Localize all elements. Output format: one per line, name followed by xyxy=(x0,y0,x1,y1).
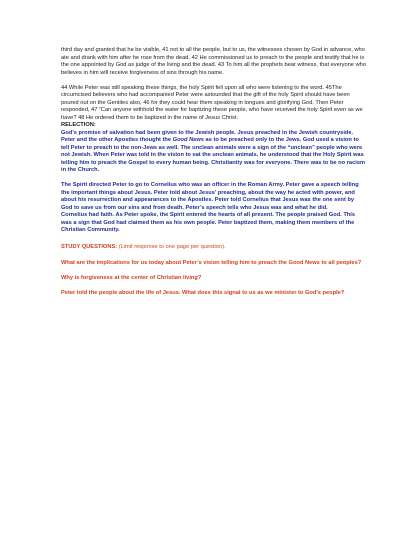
study-questions-heading xyxy=(61,244,366,252)
study-question-3: Peter told the people about the life of Jesus. What does this signal to us as we minister to God’s people? xyxy=(61,290,345,296)
scripture-paragraph-1: third day and granted that he be visible, 41 not to all the people, but to us, the witnesses chosen by God in advance, who ate and drank with him after he rose from the dead. 42 He commissioned us to preach to the people and testify that he is the one appointed by God as judge of the living and the dead. 43 To him all the prophets bear witness, that everyone who believes in him will receive forgiveness of sins through his name. xyxy=(61,47,367,76)
reflection-p1-emphasis: Good News xyxy=(172,137,204,143)
reflection-heading: RELECTION: xyxy=(61,122,96,128)
study-questions-title: STUDY QUESTIONS: xyxy=(61,243,118,250)
reflection-p1-text-a: God’s promise of salvation had been given to the Jewish people. Jesus preached in the Jewish countryside. Peter and the other Apostles thought the xyxy=(61,129,354,143)
document-page xyxy=(61,47,366,298)
scripture-paragraph-2: 44 While Peter was still speaking these things, the holy Spirit fell upon all who were listening to the word. 45The circumcised believers who had accompanied Peter were astounded that the gift of the holy Spirit should have been poured out on the Gentiles also, 46 for they could hear them speaking in tongues and glorifying God. Then Peter responded, 47 “Can anyone withhold the water for baptizing these people, who have received the holy Spirit even as we have? 48 He ordered them to be baptized in the name of Jesus Christ. xyxy=(61,84,363,121)
reflection-paragraph-2: The Spirit directed Peter to go to Cornelius who was an officer in the Roman Army. Peter gave a speech telling the important things about Jesus. Peter told about Jesus’ preaching, about the way he acted with power, and about his resurrection and appearances to the Apostles. Peter told Cornelius that Jesus was the one sent by God to save us from our sins and from death. Peter’s speech tells who Jesus was and what he did. xyxy=(61,182,359,211)
reflection-paragraph-3: Cornelius had faith. As Peter spoke, the Spirit entered the hearts of all present. The people praised God. This was a sign that God had claimed them as his own people. Peter baptized them, making them members of the Christian Community. xyxy=(61,212,356,233)
study-question-1: What are the implications for us today about Peter’s vision telling him to preach the Good News to all peoples? xyxy=(61,260,362,266)
study-questions-note: (Limit response to one page per question). xyxy=(117,243,226,250)
study-question-2: Why is forgiveness at the center of Christian living? xyxy=(61,275,202,281)
reflection-p1-text-b: as to be preached only to the Jews. God used a vision to tell Peter to preach to the non-Jews as well. The unclean animals were a sign of the “unclean” people who were not Jewish. When Peter was told in the vision to eat the unclean animals, he understood that the Holy Spirit was telling him to preach the Gospel to every human being. Christianity was for everyone. There was to be no racism in the Church. xyxy=(61,137,366,173)
reflection-paragraph-1 xyxy=(61,130,366,175)
